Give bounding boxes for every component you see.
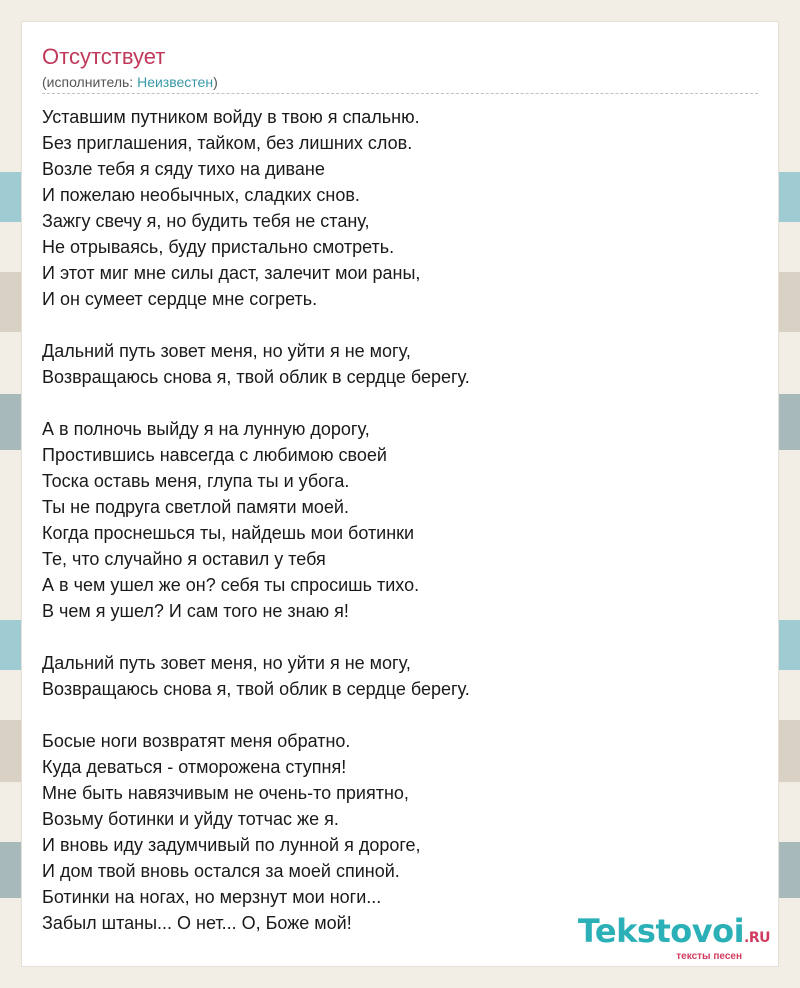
stanza-4 xyxy=(42,650,470,702)
stanza-gap xyxy=(42,390,470,416)
lyrics-text xyxy=(42,104,470,936)
stanza-3 xyxy=(42,416,470,624)
lyric-line: Возвращаюсь снова я, твой облик в сердце берегу. xyxy=(42,679,470,699)
lyric-line: И он сумеет сердце мне согреть. xyxy=(42,289,318,309)
logo-tld: .RU xyxy=(744,930,770,946)
lyric-line: А в чем ушел же он? себя ты спросишь тихо. xyxy=(42,575,420,595)
lyric-line: И вновь иду задумчивый по лунной я дороге, xyxy=(42,835,421,855)
lyric-line: Забыл штаны... О нет... О, Боже мой! xyxy=(42,913,352,933)
stanza-gap xyxy=(42,624,470,650)
stanza-gap xyxy=(42,702,470,728)
lyric-line: Без приглашения, тайком, без лишних слов. xyxy=(42,133,413,153)
lyric-line: Дальний путь зовет меня, но уйти я не могу, xyxy=(42,653,411,673)
lyric-line: Ты не подруга светлой памяти моей. xyxy=(42,497,349,517)
lyric-line: И этот миг мне силы даст, залечит мои раны, xyxy=(42,263,421,283)
lyric-line: Тоска оставь меня, глупа ты и убога. xyxy=(42,471,350,491)
stanza-2 xyxy=(42,338,470,390)
logo-wordmark xyxy=(578,914,770,955)
lyric-line: Возьму ботинки и уйду тотчас же я. xyxy=(42,809,339,829)
lyric-line: В чем я ушел? И сам того не знаю я! xyxy=(42,601,349,621)
stanza-5 xyxy=(42,728,470,936)
song-meta xyxy=(42,74,218,90)
lyric-line: Зажгу свечу я, но будить тебя не стану, xyxy=(42,211,370,231)
meta-suffix: ) xyxy=(213,74,218,90)
lyric-line: Возле тебя я сяду тихо на диване xyxy=(42,159,325,179)
title-divider xyxy=(42,93,758,94)
lyric-line: Босые ноги возвратят меня обратно. xyxy=(42,731,351,751)
lyric-line: Те, что случайно я оставил у тебя xyxy=(42,549,326,569)
lyrics-card xyxy=(22,22,778,966)
lyric-line: Простившись навсегда с любимою своей xyxy=(42,445,387,465)
lyric-line: Куда деваться - отморожена ступня! xyxy=(42,757,347,777)
lyric-line: А в полночь выйду я на лунную дорогу, xyxy=(42,419,370,439)
stanza-1 xyxy=(42,104,470,312)
lyric-line: И пожелаю необычных, сладких снов. xyxy=(42,185,360,205)
lyric-line: Возвращаюсь снова я, твой облик в сердце берегу. xyxy=(42,367,470,387)
lyric-line: Мне быть навязчивым не очень-то приятно, xyxy=(42,783,409,803)
stanza-gap xyxy=(42,312,470,338)
lyric-line: Ботинки на ногах, но мерзнут мои ноги... xyxy=(42,887,382,907)
logo-name: Tekstovoi xyxy=(577,912,745,950)
site-logo[interactable] xyxy=(578,914,770,962)
lyric-line: Не отрываясь, буду пристально смотреть. xyxy=(42,237,395,257)
lyric-line: Дальний путь зовет меня, но уйти я не могу, xyxy=(42,341,411,361)
lyric-line: Когда проснешься ты, найдешь мои ботинки xyxy=(42,523,415,543)
logo-tagline: тексты песен xyxy=(676,951,742,962)
lyric-line: И дом твой вновь остался за моей спиной. xyxy=(42,861,400,881)
meta-prefix: (исполнитель: xyxy=(42,74,138,90)
artist-link[interactable]: Неизвестен xyxy=(137,74,214,90)
song-title: Отсутствует xyxy=(42,44,166,69)
lyric-line: Уставшим путником войду в твою я спальню. xyxy=(42,107,420,127)
